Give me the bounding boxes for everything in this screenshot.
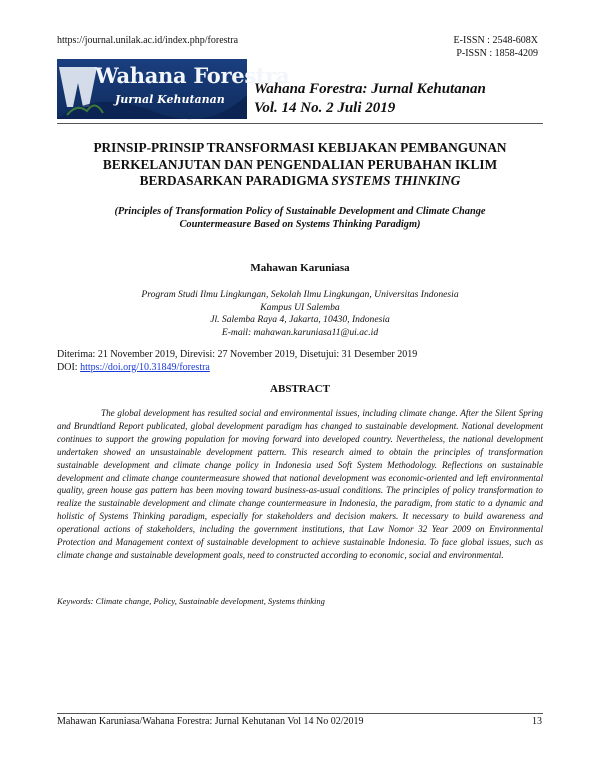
article-history <box>57 349 417 374</box>
keywords: Keywords: Climate change, Policy, Sustainable development, Systems thinking <box>57 596 325 606</box>
abstract-heading: ABSTRACT <box>270 383 330 395</box>
submission-dates: Diterima: 21 November 2019, Direvisi: 27 November 2019, Disetujui: 31 Desember 2019 <box>57 349 418 360</box>
journal-name: Wahana Forestra: Jurnal Kehutanan <box>254 81 486 97</box>
journal-volume: Vol. 14 No. 2 Juli 2019 <box>254 100 396 116</box>
logo-title: Wahana Forestra <box>95 63 290 88</box>
logo-subtitle: Jurnal Kehutanan <box>115 93 225 106</box>
affiliation-line-1: Program Studi Ilmu Lingkungan, Sekolah Ilmu Lingkungan, Universitas Indonesia <box>141 289 459 300</box>
title-line-3 <box>57 173 543 190</box>
affiliation-line-3: Jl. Salemba Raya 4, Jakarta, 10430, Indonesia <box>210 314 390 326</box>
eissn: E-ISSN : 2548-608X <box>453 35 538 46</box>
title-line-3-italic: SYSTEMS THINKING <box>331 173 461 188</box>
journal-logo <box>57 59 290 119</box>
author-name: Mahawan Karuniasa <box>250 262 350 274</box>
title-line-3-text: BERDASARKAN PARADIGMA <box>139 173 332 188</box>
article-title <box>57 140 543 190</box>
title-line-1: PRINSIP-PRINSIP TRANSFORMASI KEBIJAKAN PEMBANGUNAN <box>93 140 507 155</box>
journal-info <box>254 80 486 118</box>
affiliation-line-2: Kampus UI Salemba <box>260 301 340 313</box>
abstract-text: The global development has resulted social and environmental issues, including climate change. After the Silent Spring and Brundtland Report publicated, global development paradigm has changed to sustainable development. National development continues to support the growing population for moving forward into developed country. Nevertheless, the national development undertaken showed an unsustainable development pattern. This research aimed to obtain the principles of transformation sustainable development and climate change policy in Indonesia used Soft System Methodology. Reflections on sustainable development and climate change countermeasure showed that national development was economic-oriented and left environmental quality, green house gas pattern has been moving toward business-as-usual conditions. The principles of policy transformation to realize the sustainable development and climate change countermeasure in Indonesia, the paradigm, from static to a dynamic and holistic of Systems Thinking paradigm, especially for stakeholders and decision makers. It necessary to build awareness and operational actions of stakeholders, including the government institutions, that Law Nomor 32 Year 2009 on Environmental Protection and Management context of sustainable development to achieve sustainable Indonesia. To face global issues, such as climate change and sustainable development goals, need to constructed according to economic, social and environmental. <box>57 408 543 560</box>
abstract-body <box>57 407 543 562</box>
doi-link[interactable]: https://doi.org/10.31849/forestra <box>80 361 210 373</box>
author-email: E-mail: mahawan.karuniasa11@ui.ac.id <box>221 327 379 339</box>
subtitle-line-1: (Principles of Transformation Policy of Sustainable Development and Climate Change <box>114 206 486 217</box>
pissn: P-ISSN : 1858-4209 <box>456 47 538 59</box>
header-divider <box>57 123 543 124</box>
title-line-2: BERKELANJUTAN DAN PENGENDALIAN PERUBAHAN IKLIM <box>102 156 498 172</box>
doi-line <box>57 362 417 375</box>
subtitle-line-2: Countermeasure Based on Systems Thinking Paradigm) <box>179 219 421 230</box>
page-number: 13 <box>532 716 542 727</box>
issn-block <box>454 35 538 60</box>
article-subtitle <box>57 205 543 231</box>
journal-url[interactable]: https://journal.unilak.ac.id/index.php/forestra <box>57 35 239 46</box>
doi-label: DOI: <box>57 361 81 373</box>
author-affiliation <box>57 289 543 340</box>
footer-divider <box>57 713 543 714</box>
footer-citation: Mahawan Karuniasa/Wahana Forestra: Jurnal Kehutanan Vol 14 No 02/2019 <box>57 716 364 727</box>
